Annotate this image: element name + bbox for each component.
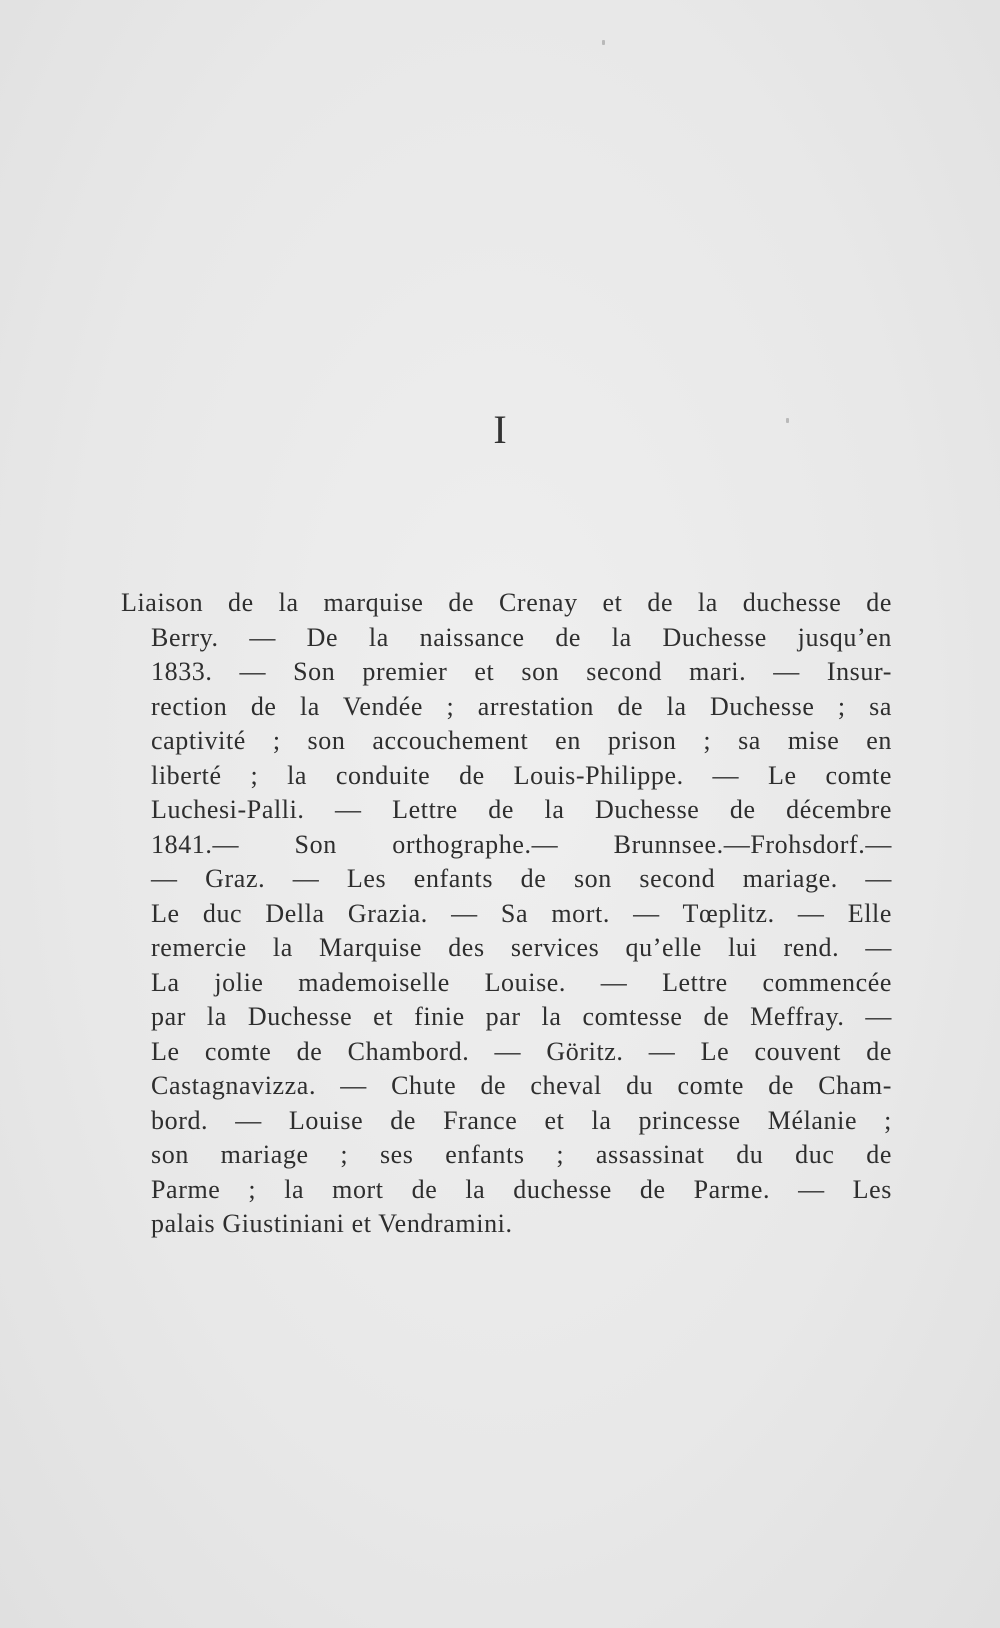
summary-line: palais Giustiniani et Vendramini. xyxy=(151,1209,513,1238)
summary-line: par la Duchesse et finie par la comtesse de Meffray. — xyxy=(151,1002,892,1031)
summary-line: La jolie mademoiselle Louise. — Lettre commencée xyxy=(151,967,892,997)
summary-line: remercie la Marquise des services qu’elle lui rend. — xyxy=(151,933,892,962)
summary-line: Le duc Della Grazia. — Sa mort. — Tœplitz. — Elle xyxy=(151,898,892,928)
paper-speck xyxy=(602,40,605,45)
chapter-summary xyxy=(121,586,892,1242)
summary-line: captivité ; son accouchement en prison ; sa mise en xyxy=(151,726,892,755)
summary-line: Castagnavizza. — Chute de cheval du comte de Cham- xyxy=(151,1071,892,1100)
summary-line: — Graz. — Les enfants de son second mariage. — xyxy=(151,864,892,893)
summary-line: rection de la Vendée ; arrestation de la Duchesse ; sa xyxy=(151,691,892,721)
summary-line: bord. — Louise de France et la princesse Mélanie ; xyxy=(151,1105,892,1135)
summary-line: Liaison de la marquise de Crenay et de la duchesse de xyxy=(121,588,892,617)
summary-line: son mariage ; ses enfants ; assassinat du duc de xyxy=(151,1140,892,1169)
summary-line: Luchesi-Palli. — Lettre de la Duchesse de décembre xyxy=(151,795,892,824)
chapter-number: I xyxy=(493,407,507,452)
summary-line: Berry. — De la naissance de la Duchesse jusqu’en xyxy=(151,622,892,652)
summary-line: Parme ; la mort de la duchesse de Parme. — Les xyxy=(151,1174,892,1204)
summary-line: liberté ; la conduite de Louis-Philippe. — Le comte xyxy=(151,760,892,790)
summary-line: 1841.— Son orthographe.— Brunnsee.—Frohsdorf.— xyxy=(151,829,892,859)
summary-line: 1833. — Son premier et son second mari. — Insur- xyxy=(151,657,892,686)
summary-line: Le comte de Chambord. — Göritz. — Le couvent de xyxy=(151,1036,892,1066)
